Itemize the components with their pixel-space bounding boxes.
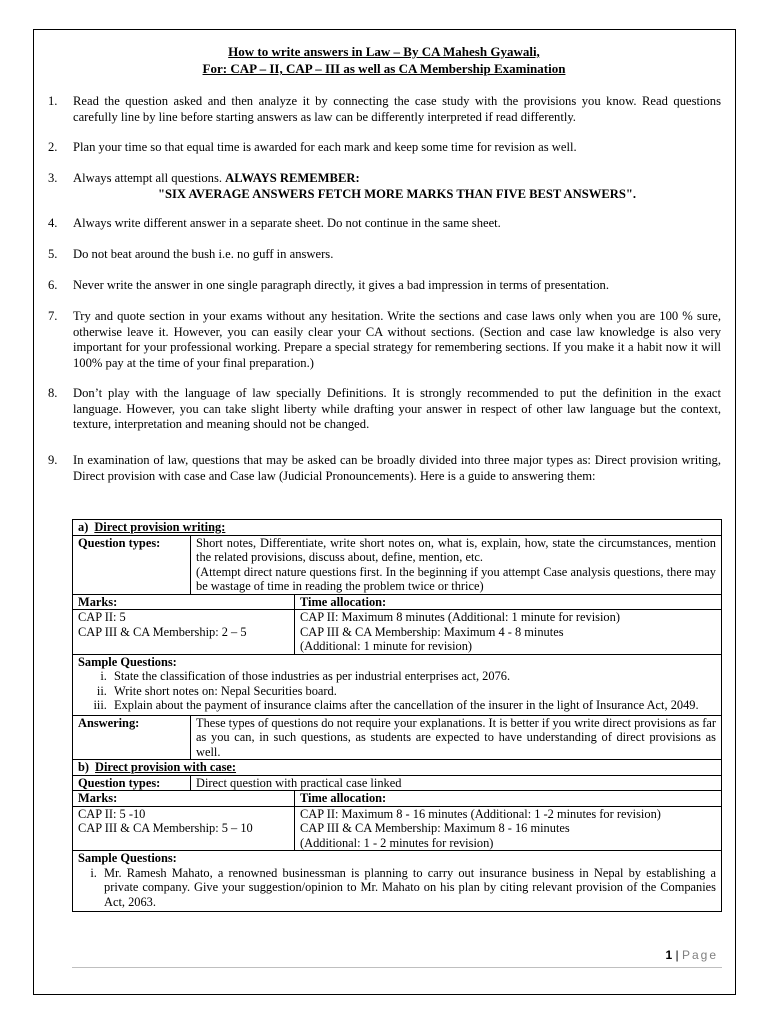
answering-label: Answering: (73, 716, 191, 760)
section-b-header: b) Direct provision with case: (73, 760, 722, 776)
answer-guide-table (72, 519, 722, 912)
page-label: Page (681, 948, 718, 962)
section-b-marks-header: Marks: Time allocation: (73, 791, 722, 807)
section-a-header: a) Direct provision writing: (73, 520, 722, 536)
footer-rule (72, 967, 722, 968)
document-title-line2: For: CAP – II, CAP – III as well as CA Membership Examination (202, 61, 566, 76)
sample-question: i. State the classification of those industries as per industrial enterprises act, 2076. (110, 669, 716, 684)
question-types-label: Question types: (73, 776, 191, 791)
section-b-samples: Sample Questions: i. Mr. Ramesh Mahato, a renowned businessman is planning to carry out insurance business in Nepal by establishing a private company. Give your suggestion/opinion to Mr. Mahato on his plan by citing relevant provision of the Companies Act, 2063. (73, 851, 722, 912)
sample-question: iii. Explain about the payment of insurance claims after the cancellation of the insurer in the light of Insurance Act, 2049. (110, 698, 716, 713)
key-quote: "SIX AVERAGE ANSWERS FETCH MORE MARKS THAN FIVE BEST ANSWERS". (158, 186, 636, 201)
sample-question-list (78, 866, 716, 910)
section-a-marks-header: Marks: Time allocation: (73, 594, 722, 610)
section-b-marks-row: CAP II: 5 -10 CAP III & CA Membership: 5 – 10 CAP II: Maximum 8 - 16 minutes (Additional: 1 -2 minutes for revision) CAP III & CA Membership: Maximum 8 - 16 minutes (Additional: 1 - 2 minutes for revision) (73, 806, 722, 851)
page-number: 1 (665, 948, 673, 962)
sample-question-list (78, 669, 716, 713)
document-title-line1: How to write answers in Law – By CA Mahesh Gyawali, (228, 44, 540, 59)
page-footer (665, 948, 718, 962)
footer-separator: | (675, 948, 679, 962)
section-a-samples: Sample Questions: i. State the classification of those industries as per industrial enterprises act, 2076. ii. Write short notes on: Nepal Securities board. iii. Explain about the payment of insurance claims after the cancellation of the insurer in the light of Insurance Act, 2049. (73, 654, 722, 715)
question-types-label: Question types: (73, 536, 191, 594)
section-a-answering: Answering: These types of questions do not require your explanations. It is better if you write direct provisions as far as you can, in such questions, as students are expected to have understanding of direct provisions as well. (73, 715, 722, 760)
section-b-question-types: Question types: Direct question with practical case linked (73, 775, 722, 791)
sample-question: i. Mr. Ramesh Mahato, a renowned businessman is planning to carry out insurance business in Nepal by establishing a private company. Give your suggestion/opinion to Mr. Mahato on his plan by citing relevant provision of the Companies Act, 2063. (100, 866, 716, 910)
section-a-question-types: Question types: Short notes, Differentiate, write short notes on, what is, explain, how, state the circumstances, mention the related provisions, discuss about, define, mention, etc. (Attempt direct nature questions first. In the beginning if you attempt Case analysis questions, there may be wastage of time in reading the problem twice or thrice) (73, 535, 722, 594)
section-a-marks-row: CAP II: 5 CAP III & CA Membership: 2 – 5 CAP II: Maximum 8 minutes (Additional: 1 minute for revision) CAP III & CA Membership: Maximum 4 - 8 minutes (Additional: 1 minute for revision) (73, 610, 722, 655)
sample-question: ii. Write short notes on: Nepal Securities board. (110, 684, 716, 699)
